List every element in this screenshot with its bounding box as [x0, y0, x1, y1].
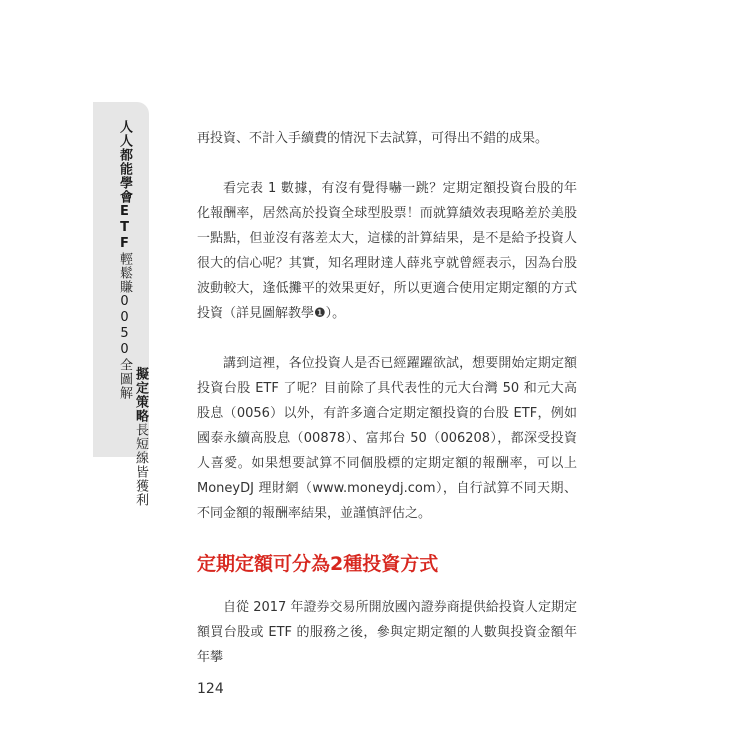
paragraph-3: 講到這裡，各位投資人是否已經躍躍欲試，想要開始定期定額投資台股 ETF 了呢？目前除了具代表性的元大台灣 50 和元大高股息（0056）以外，有許多適合定期定額投資的台股 ETF，例如國泰永續高股息（00878）、富邦台 50（006208），都深受投資人喜愛。如果想要試算不同個股標的定期定額的報酬率，可以上 MoneyDJ 理財網（www.moneydj.com），自行試算不同天期、不同金額的報酬率結果，並謹慎評估之。 — [197, 356, 577, 521]
book-title: 人人都能學會ETF — [117, 120, 132, 252]
chapter-side-tab — [93, 102, 149, 507]
book-title-vertical — [115, 120, 134, 400]
section-heading: 定期定額可分為2種投資方式 — [197, 553, 439, 575]
paragraph-4: 自從 2017 年證券交易所開放國內證券商提供給投資人定期定額買台股或 ETF 的服務之後，參與定期定額的人數與投資金額年年攀 — [197, 600, 577, 665]
book-page — [93, 95, 613, 720]
chapter-subtitle: 長短線皆獲利 — [133, 423, 148, 507]
body-text — [197, 126, 577, 526]
paragraph-1: 再投資、不計入手續費的情況下去試算，可得出不錯的成果。 — [197, 131, 549, 146]
paragraph-2: 看完表 1 數據，有沒有覺得嚇一跳？定期定額投資台股的年化報酬率，居然高於投資全球型股票！而就算績效表現略差於美股一點點，但並沒有落差太大，這樣的計算結果，是不是給予投資人很大的信心呢？其實，知名理財達人薛兆亨就曾經表示，因為台股波動較大，逢低攤平的效果更好，所以更適合使用定期定額的方式投資（詳見圖解教學❶）。 — [197, 181, 577, 321]
page-number: 124 — [197, 681, 224, 697]
section-body — [197, 595, 577, 670]
chapter-title: 擬定策略 — [133, 367, 148, 423]
chapter-title-vertical — [131, 367, 150, 507]
book-subtitle: 輕鬆賺0050全圖解 — [117, 252, 132, 400]
